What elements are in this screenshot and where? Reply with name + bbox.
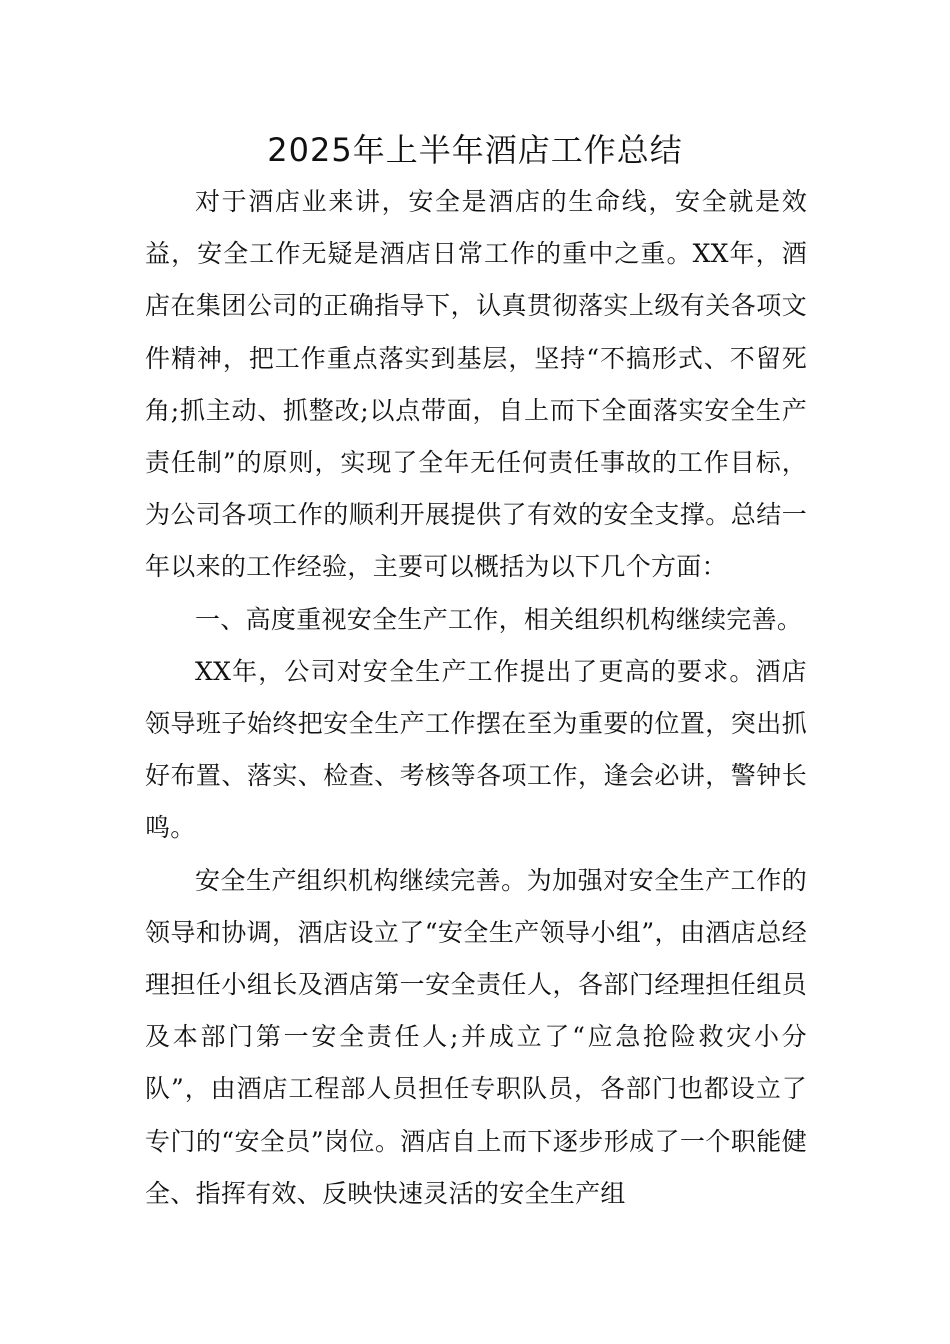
- paragraph-organization: 安全生产组织机构继续完善。为加强对安全生产工作的领导和协调，酒店设立了“安全生产领导小组”，由酒店总经理担任小组长及酒店第一安全责任人，各部门经理担任组员及本部门第一安全责任人;并成立了“应急抢险救灾小分队”，由酒店工程部人员担任专职队员，各部门也都设立了专门的“安全员”岗位。酒店自上而下逐步形成了一个职能健全、指挥有效、反映快速灵活的安全生产组: [145, 865, 807, 1208]
- paragraph-requirements: XX年，公司对安全生产工作提出了更高的要求。酒店领导班子始终把安全生产工作摆在至为重要的位置，突出抓好布置、落实、检查、考核等各项工作，逢会必讲，警钟长鸣。: [145, 656, 807, 843]
- document-title: 2025年上半年酒店工作总结: [267, 131, 683, 169]
- paragraph-intro: 对于酒店业来讲，安全是酒店的生命线，安全就是效益，安全工作无疑是酒店日常工作的重中之重。XX年，酒店在集团公司的正确指导下，认真贯彻落实上级有关各项文件精神，把工作重点落实到基层，坚持“不搞形式、不留死角;抓主动、抓整改;以点带面，自上而下全面落实安全生产责任制”的原则，实现了全年无任何责任事故的工作目标，为公司各项工作的顺利开展提供了有效的安全支撑。总结一年以来的工作经验，主要可以概括为以下几个方面：: [145, 187, 807, 582]
- document-body: [145, 176, 807, 1220]
- section-heading-1: 一、高度重视安全生产工作，相关组织机构继续完善。: [195, 604, 803, 634]
